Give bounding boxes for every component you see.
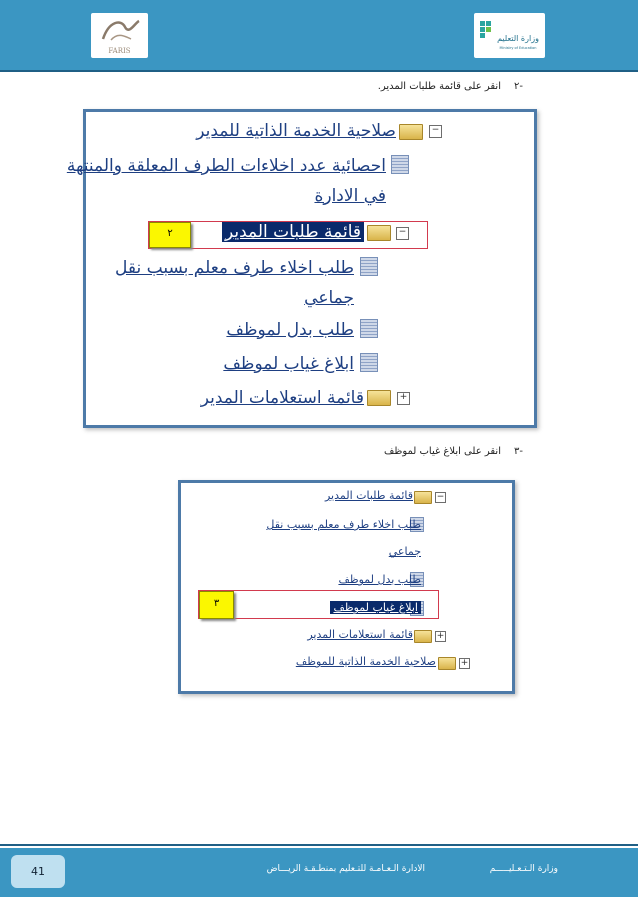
expand-icon[interactable]: + bbox=[436, 631, 445, 641]
highlight-frame bbox=[198, 590, 439, 619]
folder-icon bbox=[414, 630, 432, 643]
tree-item-employee-self-service[interactable]: صلاحية الخدمة الذاتية للموظف bbox=[295, 655, 436, 668]
tree-item-manager-requests[interactable]: قائمة طلبات المدير bbox=[222, 222, 364, 242]
folder-icon bbox=[414, 491, 432, 504]
expand-icon[interactable]: + bbox=[397, 392, 410, 405]
ministry-logo-subtext: Ministry of Education bbox=[499, 46, 537, 50]
page-number: 41 bbox=[11, 855, 65, 888]
document-icon bbox=[360, 319, 378, 338]
step-2-text: انقر على قائمة طلبات المدير. bbox=[377, 81, 501, 92]
footer-ministry-text: وزارة الـتـعـليـــــم bbox=[489, 864, 558, 874]
document-icon bbox=[360, 353, 378, 372]
ministry-logo-text: وزارة التعليم bbox=[497, 34, 539, 43]
collapse-icon[interactable]: − bbox=[429, 125, 442, 138]
tree-item-absence-report[interactable]: ابلاغ غياب لموظف bbox=[223, 354, 354, 374]
folder-icon bbox=[367, 390, 391, 406]
callout-badge: ٢ bbox=[149, 222, 191, 248]
tree-item-teacher-clearance[interactable]: طلب اخلاء طرف معلم بسبب نقل bbox=[115, 258, 354, 278]
tree-item-substitute-request[interactable]: طلب بدل لموظف bbox=[338, 573, 421, 586]
folder-icon bbox=[438, 657, 456, 670]
tree-item-teacher-clearance[interactable]: طلب اخلاء طرف معلم بسبب نقل bbox=[266, 518, 421, 531]
tree-item-absence-report[interactable]: ابلاغ غياب لموظف bbox=[330, 601, 421, 614]
collapse-icon[interactable]: − bbox=[436, 492, 445, 502]
tree-item-manager-self-service[interactable]: صلاحية الخدمة الذاتية للمدير bbox=[196, 121, 396, 141]
footer-org-text: الادارة الـعـامـة للتـعليم بمنطـقـة الريـــاض bbox=[266, 864, 425, 874]
collapse-icon[interactable]: − bbox=[396, 227, 409, 240]
faris-logo-text: FARIS bbox=[108, 47, 131, 55]
callout-badge: ٣ bbox=[199, 591, 234, 619]
screenshot-panel-2 bbox=[178, 480, 515, 694]
expand-icon[interactable]: + bbox=[460, 658, 469, 668]
tree-item-manager-inquiries[interactable]: قائمة استعلامات المدير bbox=[307, 628, 413, 641]
tree-item-teacher-clearance-cont[interactable]: جماعي bbox=[388, 545, 421, 558]
faris-logo bbox=[91, 13, 148, 58]
header-stripe bbox=[0, 70, 638, 72]
tree-item-substitute-request[interactable]: طلب بدل لموظف bbox=[226, 320, 354, 340]
tree-item-teacher-clearance-cont[interactable]: جماعي bbox=[304, 288, 354, 308]
tree-item-clearance-stats-cont[interactable]: في الادارة bbox=[314, 186, 386, 206]
step-3-number: ٣- bbox=[514, 446, 523, 457]
document-icon bbox=[360, 257, 378, 276]
footer-stripe bbox=[0, 844, 638, 846]
tree-item-clearance-stats[interactable]: احصائية عدد اخلاءات الطرف المعلقة والمنتهة bbox=[66, 156, 386, 176]
screenshot-panel-1 bbox=[66, 109, 537, 428]
folder-icon bbox=[399, 124, 423, 140]
tree-item-manager-requests[interactable]: قائمة طلبات المدير bbox=[324, 489, 413, 502]
tree-item-manager-inquiries[interactable]: قائمة استعلامات المدير bbox=[200, 388, 364, 408]
ministry-logo bbox=[474, 13, 545, 58]
step-3-text: انقر على ابلاغ غياب لموظف bbox=[384, 446, 501, 457]
document-icon bbox=[391, 155, 409, 174]
step-2-number: ٢- bbox=[514, 81, 523, 92]
